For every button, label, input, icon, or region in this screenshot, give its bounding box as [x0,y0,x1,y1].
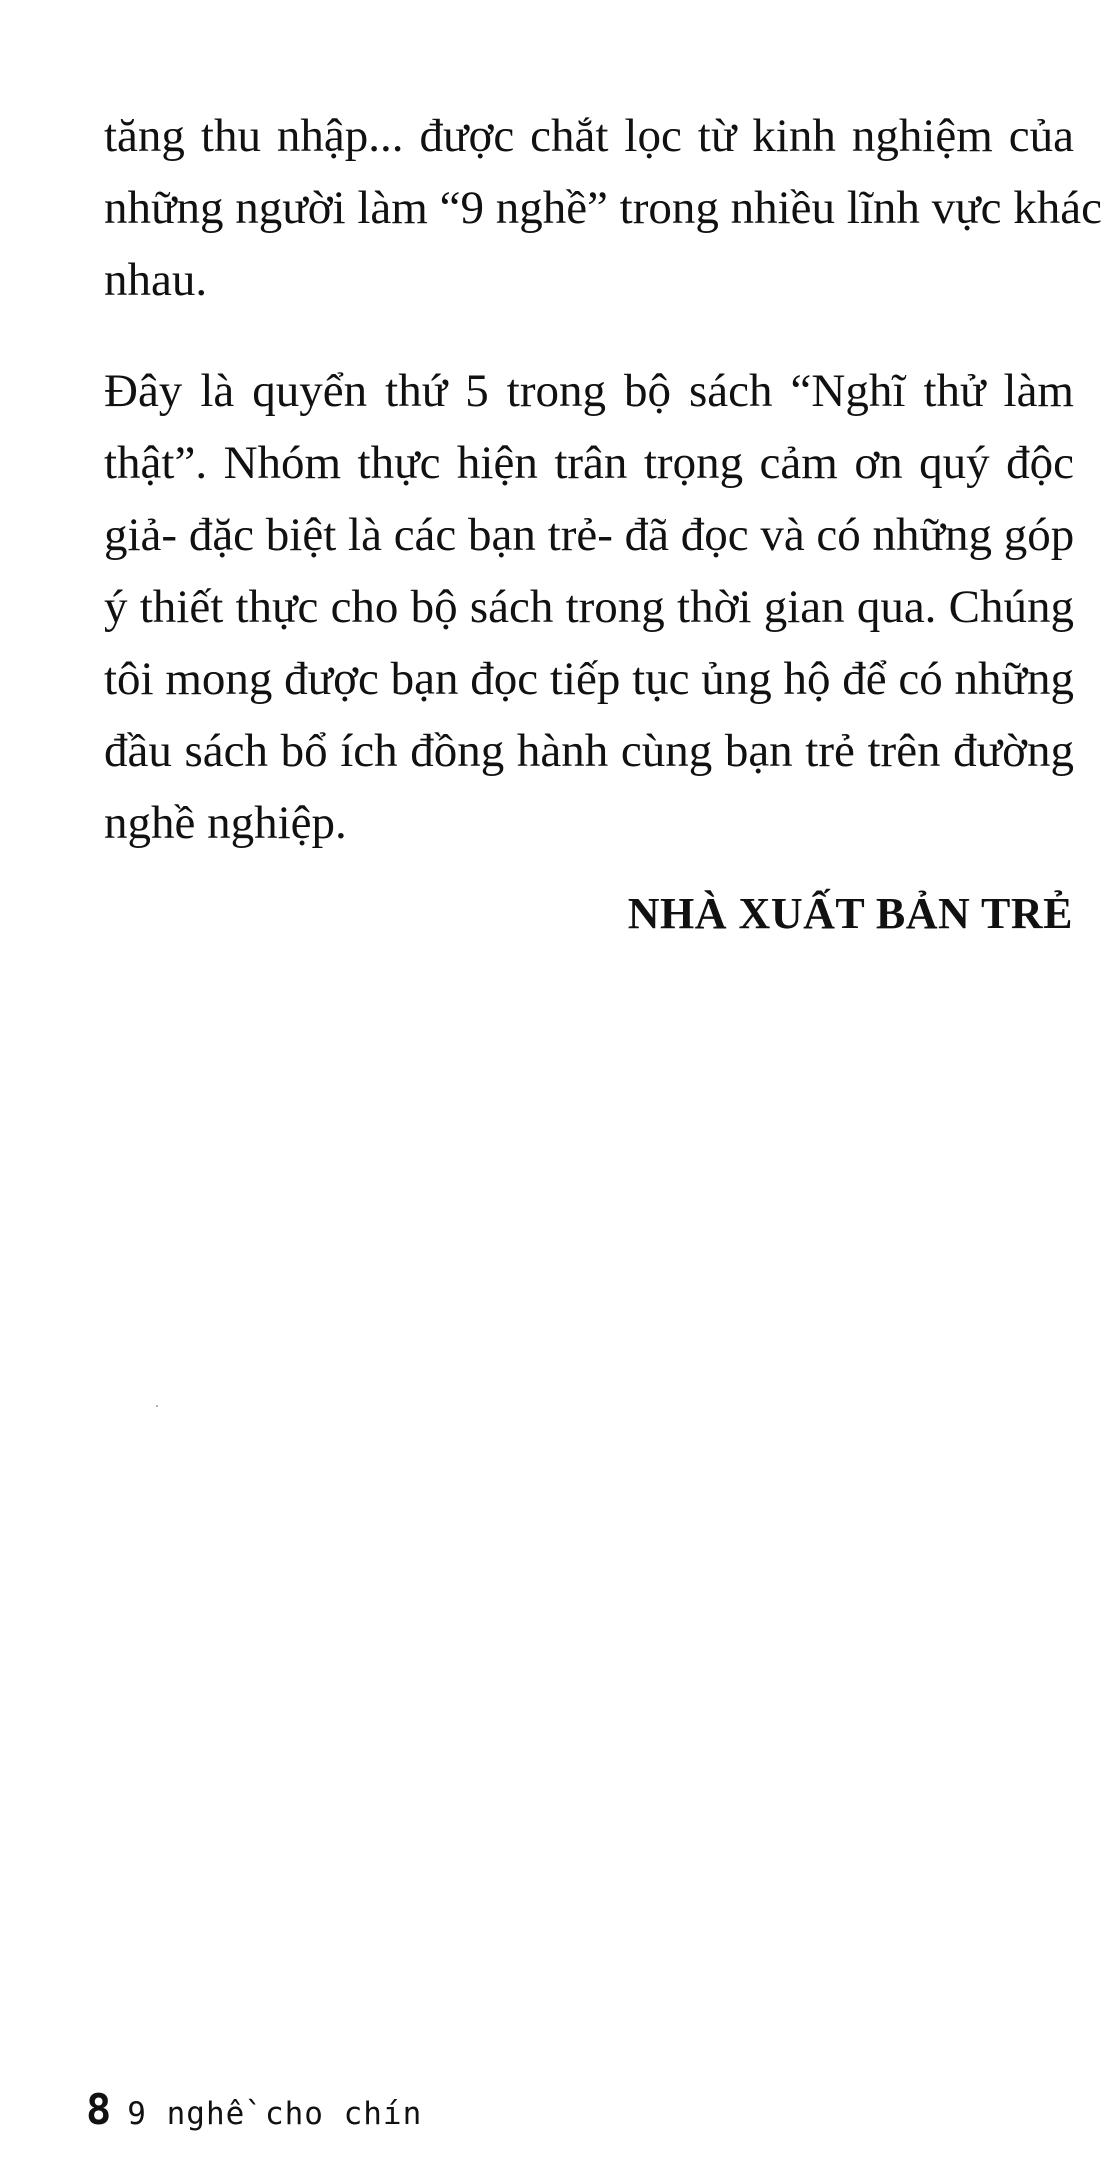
text-line: đầu sách bổ ích đồng hành cùng bạn trẻ trên đường [104,725,1074,777]
text-line: nhau. [104,254,208,306]
text-line: những người làm “9 nghề” trong nhiều lĩnh vực khác [104,182,1102,234]
text-line: Đây là quyển thứ 5 trong bộ sách “Nghĩ thử làm [104,365,1074,417]
text-line: tôi mong được bạn đọc tiếp tục ủng hộ để có những [104,653,1074,705]
paragraph-continuation [104,100,1102,316]
scan-speck [156,1405,158,1407]
paragraph-acknowledgement [104,355,1074,859]
text-line: ý thiết thực cho bộ sách trong thời gian qua. Chúng [104,581,1074,633]
running-title: 9 nghề cho chín [127,2096,423,2132]
text-line: giả- đặc biệt là các bạn trẻ- đã đọc và có những góp [104,509,1075,561]
text-line: nghề nghiệp. [104,797,347,849]
text-line: thật”. Nhóm thực hiện trân trọng cảm ơn quý độc [104,437,1074,489]
publisher-signature: NHÀ XUẤT BẢN TRẺ [627,889,1073,938]
page-number: 8 [86,2085,112,2134]
text-line: tăng thu nhập... được chắt lọc từ kinh nghiệm của [104,110,1074,162]
page-footer [86,2085,422,2137]
